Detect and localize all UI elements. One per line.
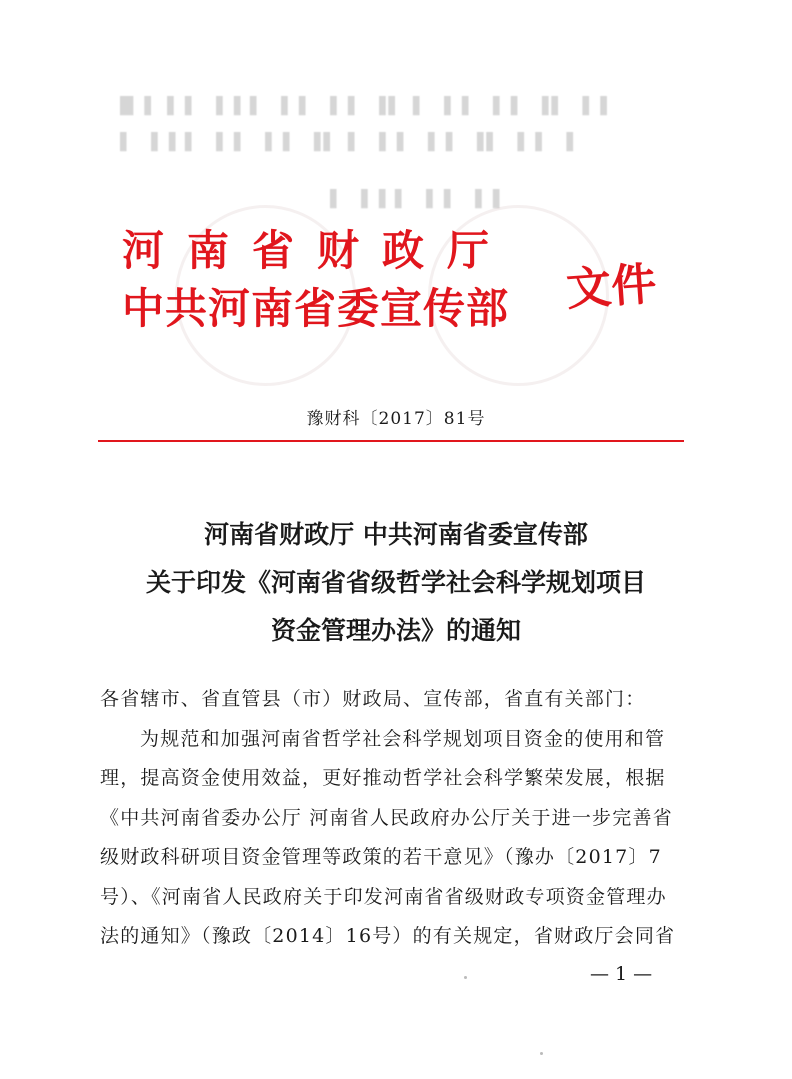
document-title [0,511,792,655]
title-line-3: 资金管理办法》的通知 [270,616,521,645]
org-name-finance-department: 河南省财政厅 [122,226,513,275]
body-line: 级财政科研项目资金管理等政策的若干意见》（豫办〔2017〕7 [100,846,662,868]
issuing-organizations [122,222,512,338]
body-line: 法的通知》（豫政〔2014〕16号）的有关规定，省财政厅会同省 [100,925,676,947]
body-line: 《中共河南省委办公厅 河南省人民政府办公厅关于进一步完善省 [100,806,673,829]
document-word: 文件 [564,256,659,317]
document-body [100,680,692,957]
page-number: — 1 — [590,963,653,985]
scan-speck [540,1052,543,1055]
body-line: 为规范和加强河南省哲学社会科学规划项目资金的使用和管 [140,727,666,750]
org-name-publicity-department: 中共河南省委宣传部 [122,284,510,333]
body-line: 号）、《河南省人民政府关于印发河南省省级财政专项资金管理办 [100,885,667,908]
bleed-through-text: █ ▌▐ ▌ ▐ ▌▌ ▐ ▌ ▐ ▌ ▐▌ ▌ ▐ ▌ ▐ ▌ ▐▌ ▐ ▌ [120,96,617,116]
red-divider-line [98,440,684,442]
bleed-through-text: ▌ ▐ ▌▌ ▐ ▌ ▐ ▌ ▐▌ ▌ ▐ ▌ ▐ ▌ ▐▌ ▐ ▌ ▐ [120,132,576,152]
scan-speck [464,976,467,979]
salutation: 各省辖市、省直管县（市）财政局、宣传部，省直有关部门： [100,688,646,710]
title-line-1: 河南省财政厅 中共河南省委宣传部 [204,520,588,549]
document-number: 豫财科〔2017〕81号 [306,409,486,429]
body-line: 理，提高资金使用效益，更好推动哲学社会科学繁荣发展，根据 [100,767,666,789]
bleed-through-text: ▌ ▐ ▌▌ ▐ ▌ ▐ ▌ [330,189,510,209]
title-line-2: 关于印发《河南省省级哲学社会科学规划项目 [145,568,646,597]
